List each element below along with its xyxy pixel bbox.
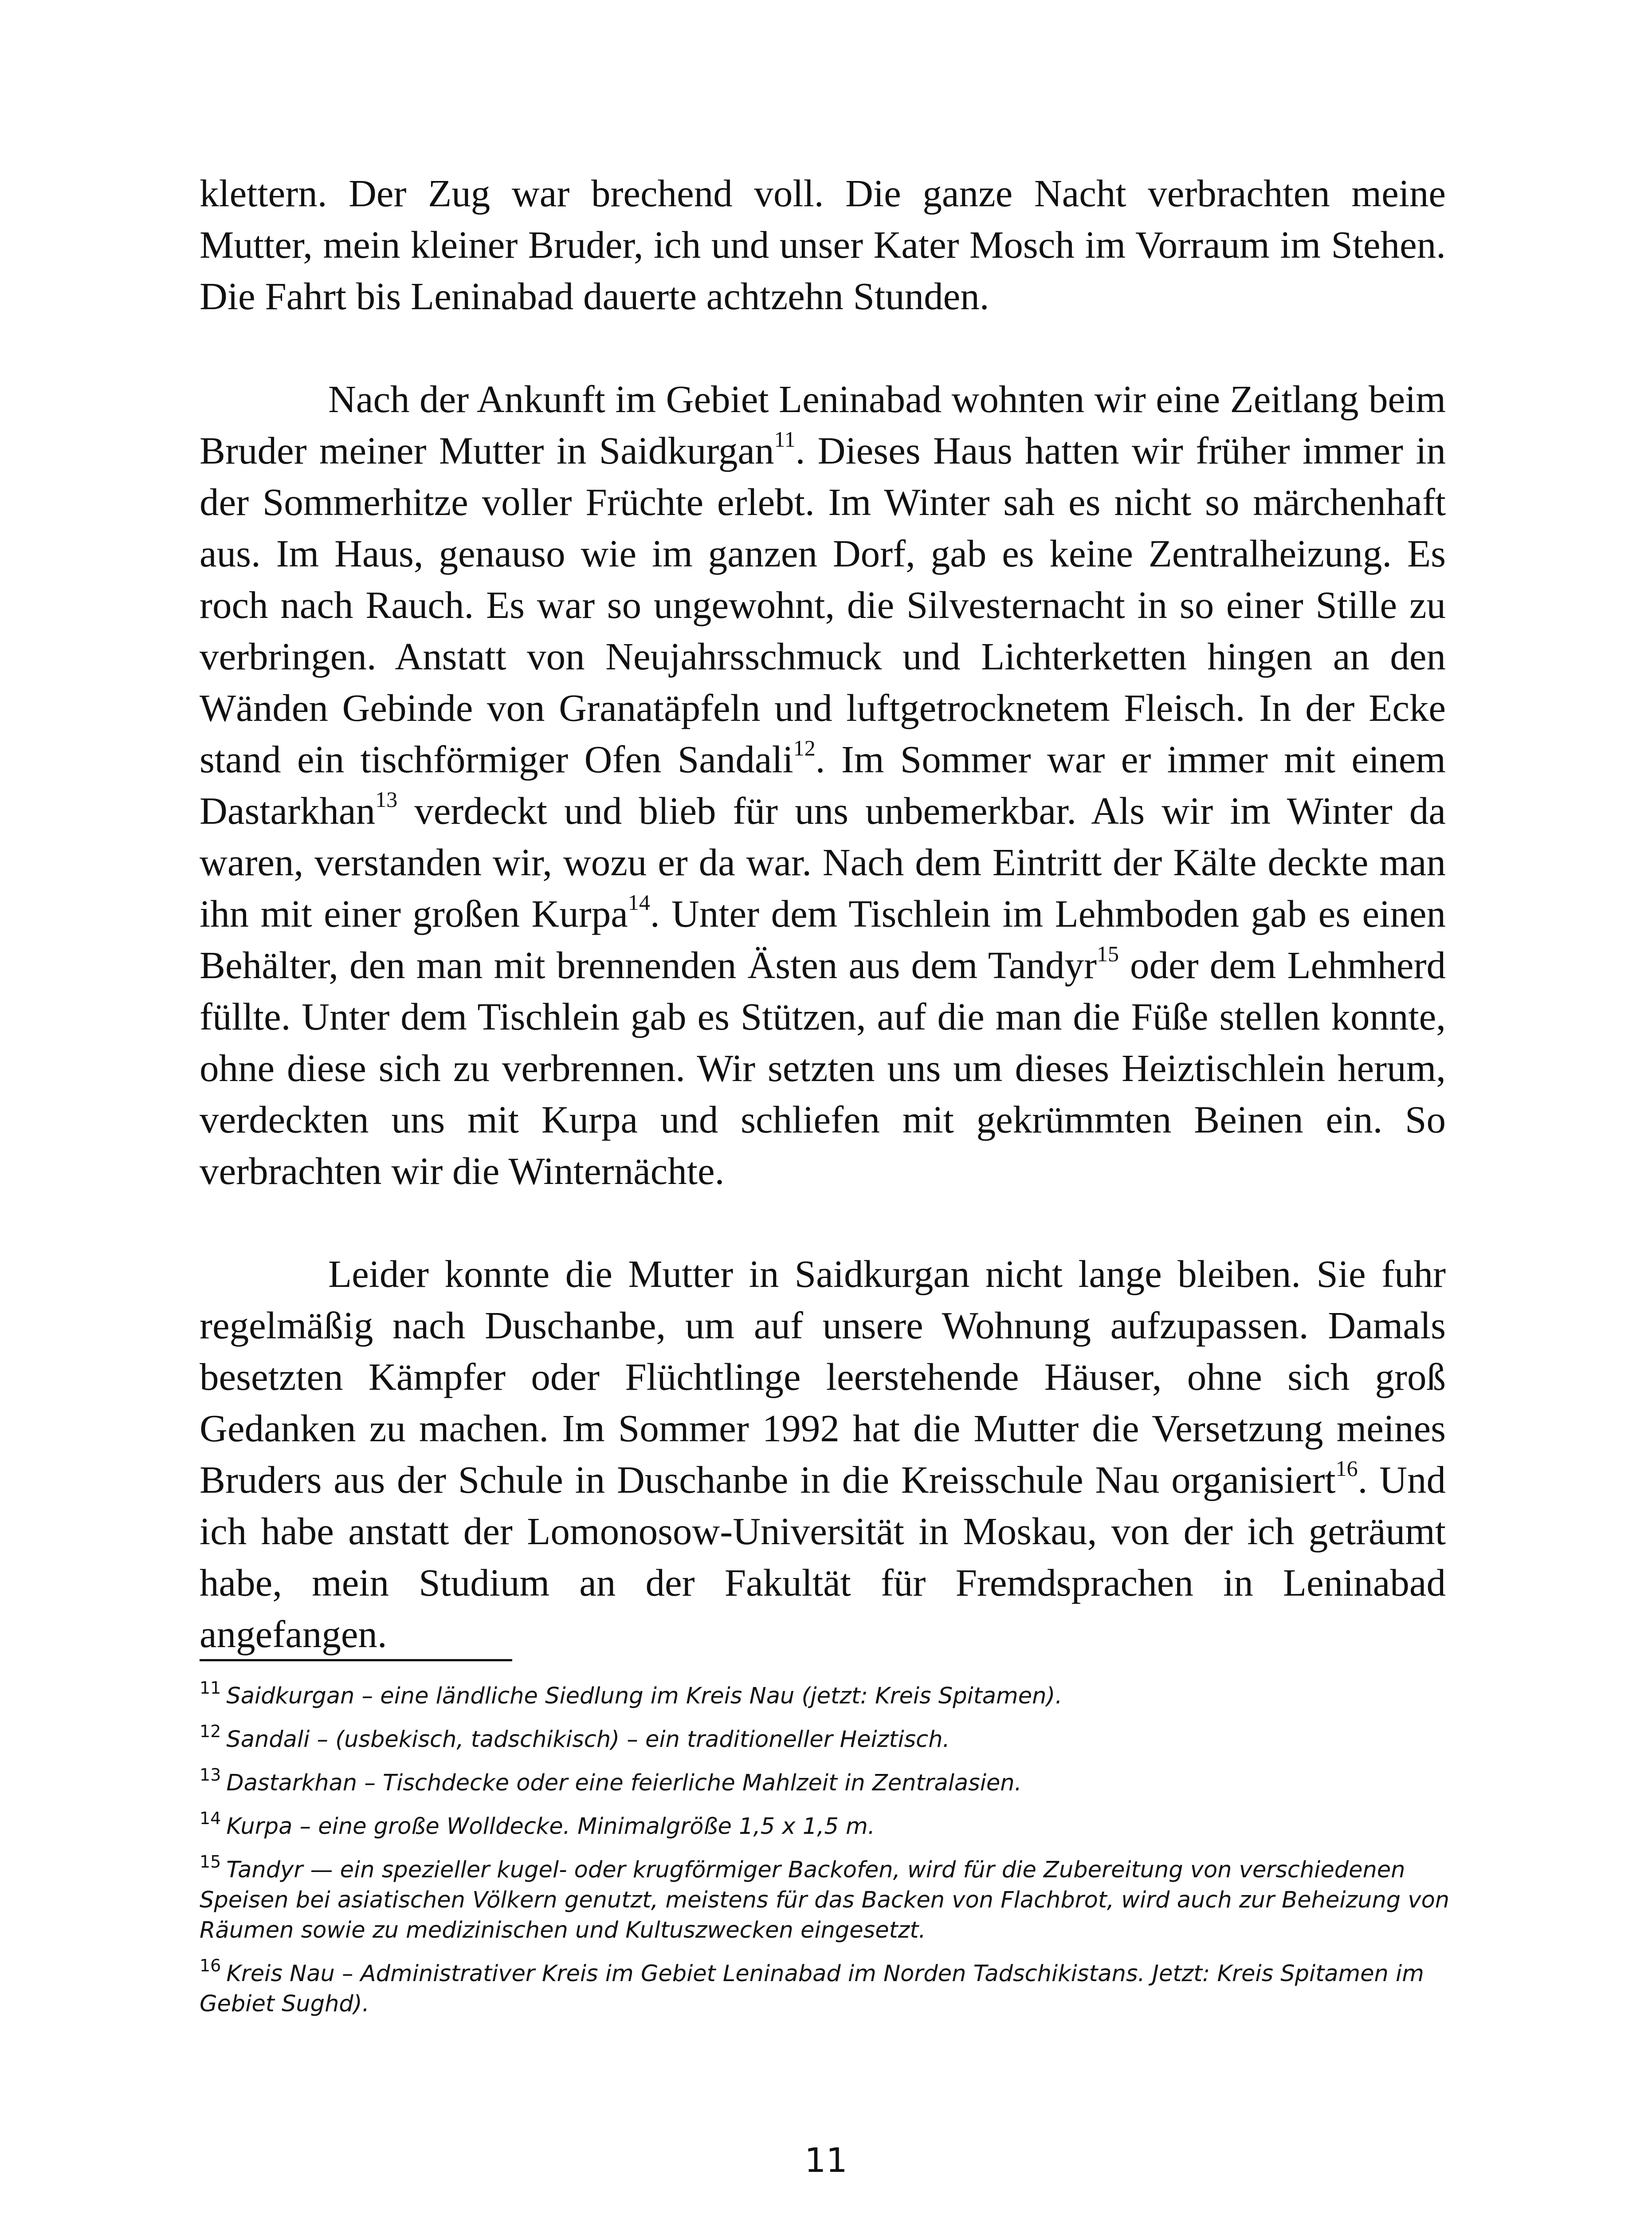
footnote <box>200 1956 1450 2019</box>
footnote-reference: 15 <box>1096 941 1119 966</box>
footnote <box>200 1722 1450 1755</box>
footnote-text: Kreis Nau – Administrativer Kreis im Gebiet Leninabad im Norden Tadschikistans. Jetzt: Kreis Spitamen im Gebiet Sughd). <box>200 1961 1424 2017</box>
text-run: Nach der Ankunft im Gebiet Leninabad wohnten wir eine Zeitlang beim Bruder meiner Mutter in Saidkurgan <box>200 378 1446 472</box>
footnote-reference: 12 <box>793 735 816 760</box>
text-run: oder dem Lehmherd füllte. Unter dem Tischlein gab es Stützen, auf die man die Füße stellen konnte, ohne diese sich zu verbrennen. Wir setzten uns um dieses Heiztischlein herum, verdeckten uns mit Kurpa und schliefen mit gekrümmten Beinen ein. So verbrachten wir die Winternächte. <box>200 944 1446 1192</box>
footnote-number: 14 <box>200 1809 221 1828</box>
text-run: Leider konnte die Mutter in Saidkurgan nicht lange bleiben. Sie fuhr regelmäßig nach Duschanbe, um auf unsere Wohnung aufzupassen. Damals besetzten Kämpfer oder Flüchtlinge leerstehende Häuser, ohne sich groß Gedanken zu machen. Im Sommer 1992 hat die Mutter die Versetzung meines Bruders aus der Schule in Duschanbe in die Kreisschule Nau organisiert <box>200 1252 1446 1501</box>
paragraph <box>200 168 1446 322</box>
text-run: . Unter dem Tischlein im Lehmboden gab es einen Behälter, den man mit brennenden Ästen aus dem Tandyr <box>200 892 1446 987</box>
footnote-text: Kurpa – eine große Wolldecke. Minimalgröße 1,5 x 1,5 m. <box>226 1813 875 1840</box>
footnote-number: 16 <box>200 1956 221 1975</box>
text-run: . Dieses Haus hatten wir früher immer in der Sommerhitze voller Früchte erlebt. Im Winter sah es nicht so märchenhaft aus. Im Haus, genauso wie im ganzen Dorf, gab es keine Zentralheizung. Es roch nach Rauch. Es war so ungewohnt, die Silvesternacht in so einer Stille zu verbringen. Anstatt von Neujahrsschmuck und Lichterketten hingen an den Wänden Gebinde von Granatäpfeln und luftgetrocknetem Fleisch. In der Ecke stand ein tischförmiger Ofen Sandali <box>200 429 1446 781</box>
footnote-reference: 13 <box>375 787 398 812</box>
paragraph <box>200 374 1446 1197</box>
footnote <box>200 1765 1450 1798</box>
footnote <box>200 1852 1450 1946</box>
footnote-separator <box>200 1659 512 1661</box>
footnote-number: 13 <box>200 1765 221 1785</box>
footnote-reference: 11 <box>774 427 796 452</box>
footnote-text: Dastarkhan – Tischdecke oder eine feierliche Mahlzeit in Zentralasien. <box>226 1770 1022 1796</box>
footnote <box>200 1678 1450 1711</box>
footnote-text: Saidkurgan – eine ländliche Siedlung im Kreis Nau (jetzt: Kreis Spitamen). <box>226 1683 1063 1709</box>
text-run: verdeckt und blieb für uns unbemerkbar. Als wir im Winter da waren, verstanden wir, wozu er da war. Nach dem Eintritt der Kälte deckte man ihn mit einer großen Kurpa <box>200 789 1446 935</box>
footnote-number: 11 <box>200 1678 221 1698</box>
footnote-text: Sandali – (usbekisch, tadschikisch) – ein traditioneller Heiztisch. <box>226 1726 950 1753</box>
footnote-text: Tandyr — ein spezieller kugel- oder krugförmiger Backofen, wird für die Zubereitung von verschiedenen Speisen bei asiatischen Völkern genutzt, meistens für das Backen von Flachbrot, wird auch zur Beheizung von Räumen sowie zu medizinischen und Kultuszwecken eingesetzt. <box>200 1857 1450 1943</box>
text-run: klettern. Der Zug war brechend voll. Die ganze Nacht verbrachten meine Mutter, mein kleiner Bruder, ich und unser Kater Mosch im Vorraum im Stehen. Die Fahrt bis Leninabad dauerte achtzehn Stunden. <box>200 172 1446 318</box>
footnote <box>200 1809 1450 1842</box>
footnote-reference: 14 <box>628 890 650 915</box>
footnote-reference: 16 <box>1335 1456 1358 1481</box>
page-number: 11 <box>804 2140 848 2180</box>
footnotes-section <box>200 1678 1450 2033</box>
text-run: . Im Sommer war er immer mit einem Dastarkhan <box>200 738 1446 832</box>
footnote-number: 12 <box>200 1722 221 1741</box>
text-run: . Und ich habe anstatt der Lomonosow-Universität in Moskau, von der ich geträumt habe, mein Studium an der Fakultät für Fremdsprachen in Leninabad angefangen. <box>200 1458 1446 1656</box>
paragraph <box>200 1248 1446 1660</box>
footnote-number: 15 <box>200 1852 221 1872</box>
main-text <box>200 168 1446 1660</box>
